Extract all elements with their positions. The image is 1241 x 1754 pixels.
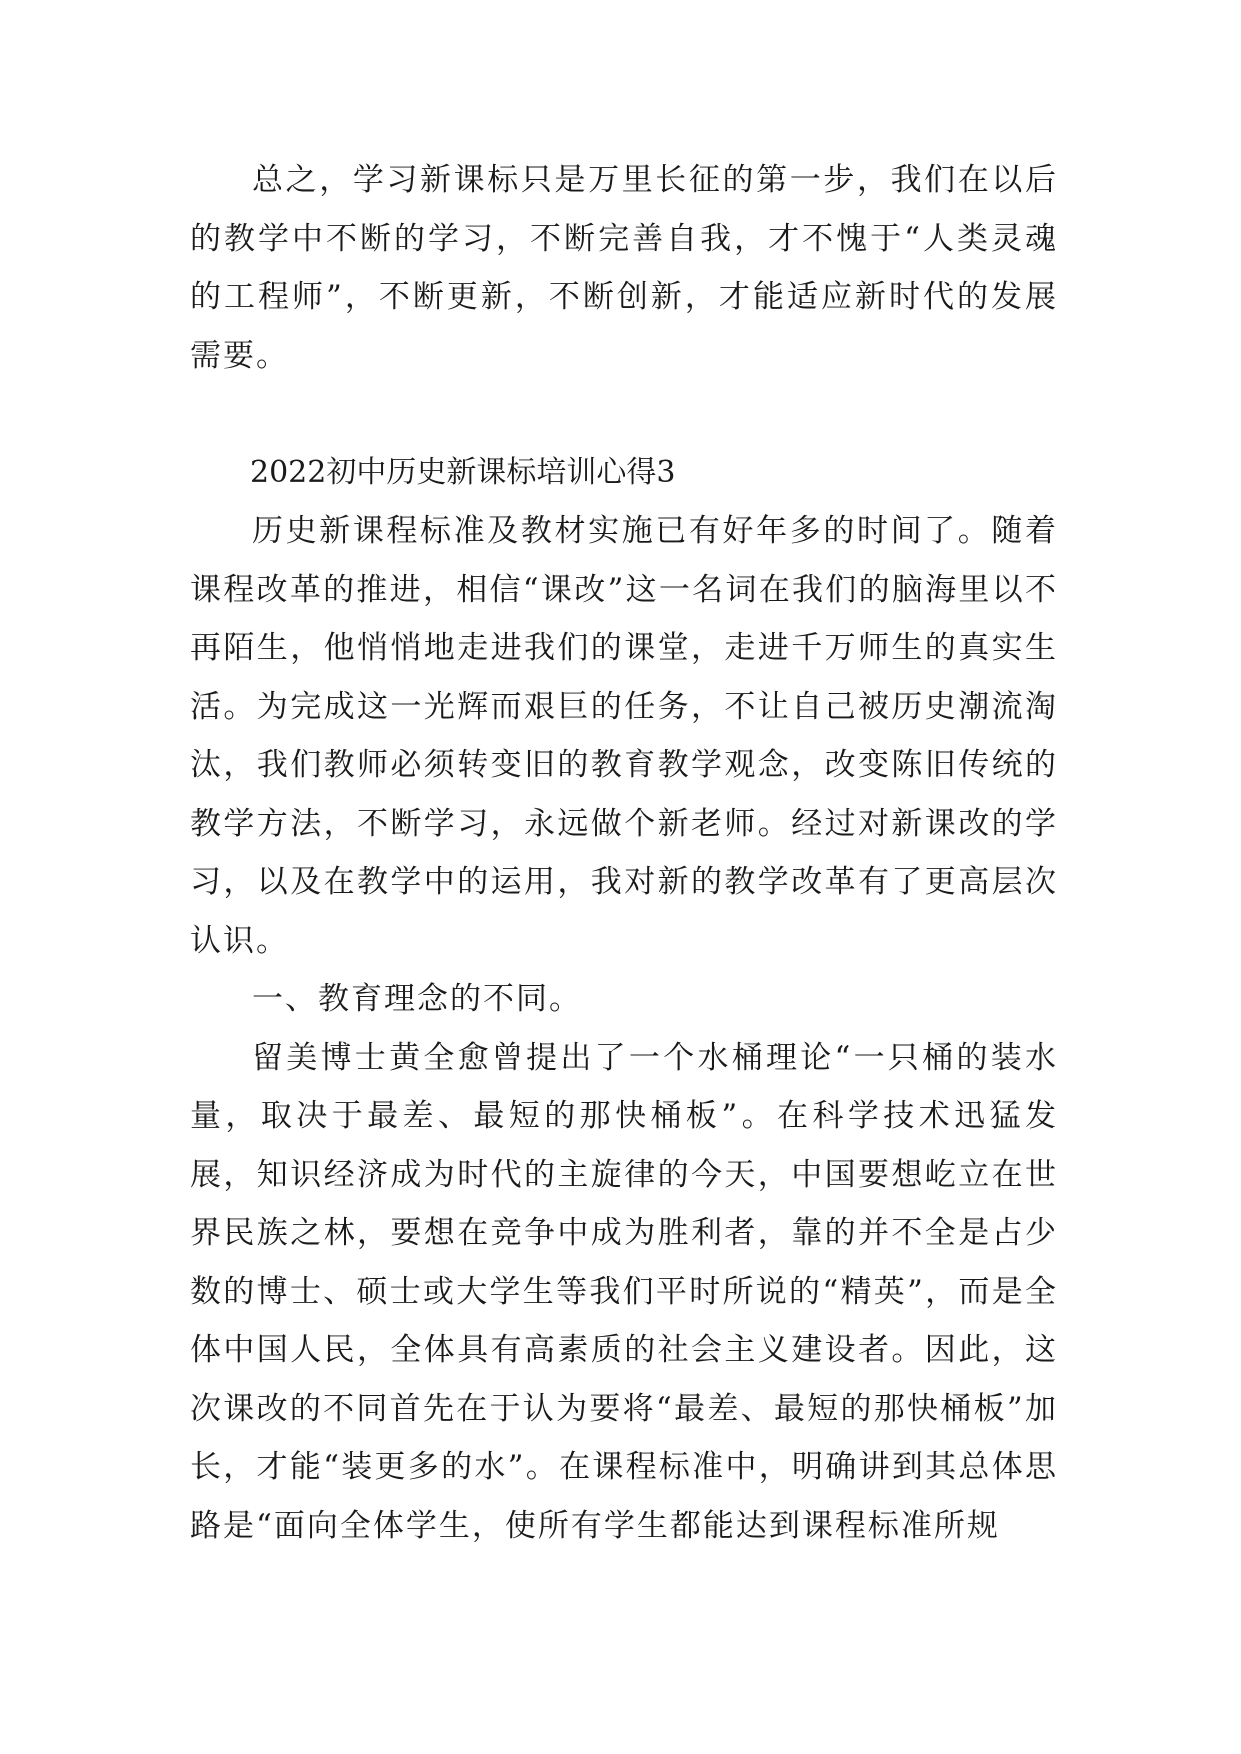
paragraph-intro: 历史新课程标准及教材实施已有好年多的时间了。随着课程改革的推进，相信“课改”这一名词在我们的脑海里以不再陌生，他悄悄地走进我们的课堂，走进千万师生的真实生活。为完成这一光辉而艰巨的任务，不让自己被历史潮流淘汰，我们教师必须转变旧的教育教学观念，改变陈旧传统的教学方法，不断学习，永远做个新老师。经过对新课改的学习，以及在教学中的运用，我对新的教学改革有了更高层次认识。 <box>190 513 1058 959</box>
document-body <box>190 151 1058 1555</box>
paragraph-conclusion: 总之，学习新课标只是万里长征的第一步，我们在以后的教学中不断的学习，不断完善自我，才不愧于“人类灵魂的工程师”，不断更新，不断创新，才能适应新时代的发展需要。 <box>190 162 1058 374</box>
paragraph-bucket-theory: 留美博士黄全愈曾提出了一个水桶理论“一只桶的装水量，取决于最差、最短的那快桶板”。在科学技术迅猛发展，知识经济成为时代的主旋律的今天，中国要想屹立在世界民族之林，要想在竞争中成为胜利者，靠的并不全是占少数的博士、硕士或大学生等我们平时所说的“精英”，而是全体中国人民，全体具有高素质的社会主义建设者。因此，这次课改的不同首先在于认为要将“最差、最短的那快桶板”加长，才能“装更多的水”。在课程标准中，明确讲到其总体思路是“面向全体学生，使所有学生都能达到课程标准所规 <box>190 1039 1058 1544</box>
blank-line <box>190 385 1058 444</box>
section-title: 2022初中历史新课标培训心得3 <box>250 454 676 490</box>
heading-education-concept: 一、教育理念的不同。 <box>252 981 582 1017</box>
